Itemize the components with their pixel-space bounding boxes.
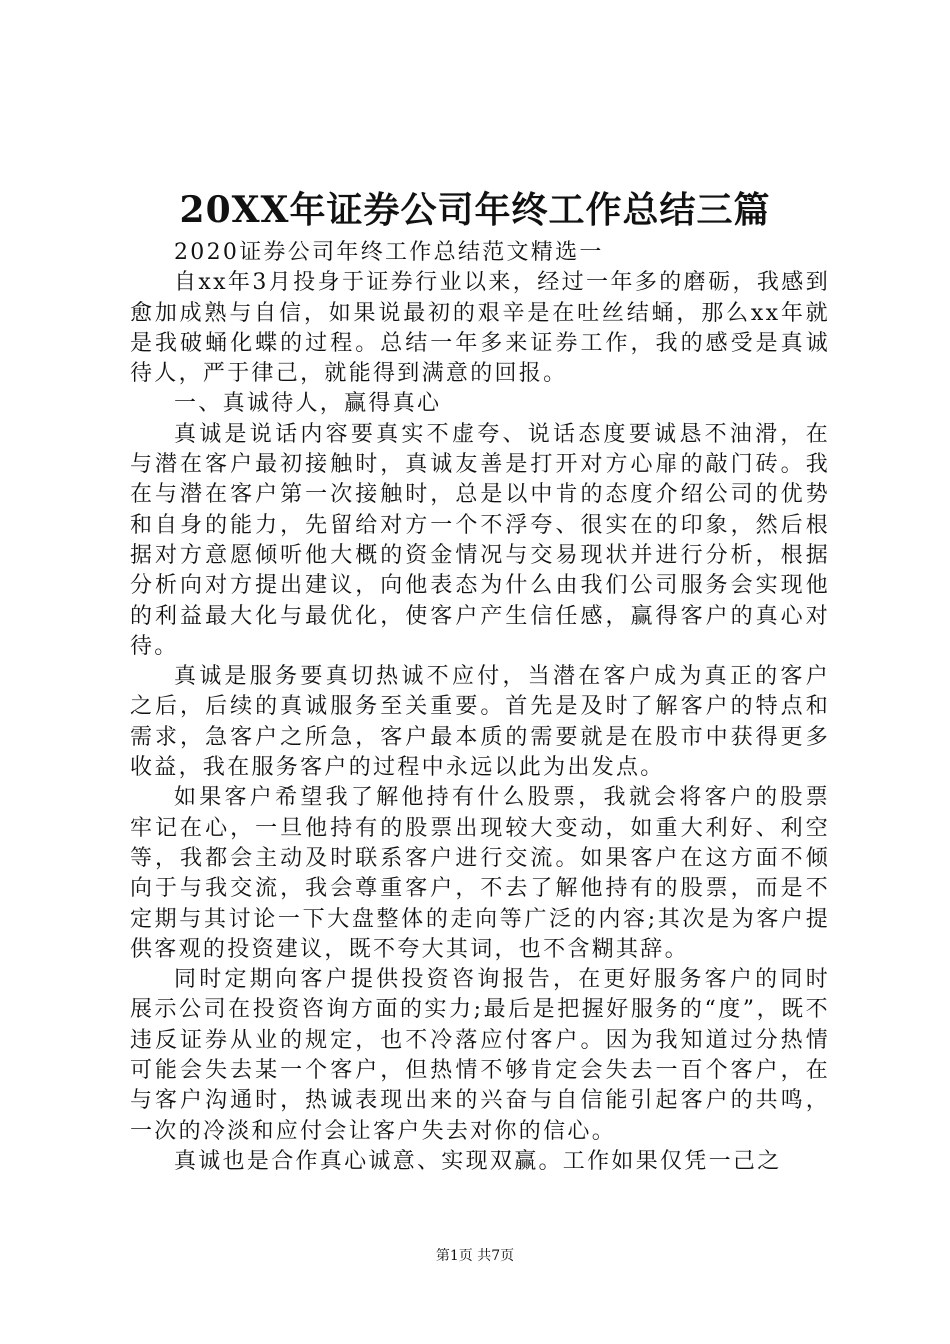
paragraph: 同时定期向客户提供投资咨询报告，在更好服务客户的同时展示公司在投资咨询方面的实力;最后是把握好服务的“度”，既不违反证券从业的规定，也不冷落应付客户。因为我知道过分热情可能会失去某一个客户，但热情不够肯定会失去一百个客户，在与客户沟通时，热诚表现出来的兴奋与自信能引起客户的共鸣，一次的冷淡和应付会让客户失去对你的信心。 [130, 967, 830, 1144]
section-heading-subtitle: 2020证券公司年终工作总结范文精选一 [174, 240, 604, 265]
paragraph-intro: 自xx年3月投身于证券行业以来，经过一年多的磨砺，我感到愈加成熟与自信，如果说最初的艰辛是在吐丝结蛹，那么xx年就是我破蛹化蝶的过程。总结一年多来证券工作，我的感受是真诚待人，严于律己，就能得到满意的回报。 [130, 270, 830, 387]
document-title: 20XX年证券公司年终工作总结三篇 [179, 189, 771, 231]
section-heading-1: 一、真诚待人，赢得真心 [174, 391, 442, 417]
paragraph: 如果客户希望我了解他持有什么股票，我就会将客户的股票牢记在心，一旦他持有的股票出现较大变动，如重大利好、利空等，我都会主动及时联系客户进行交流。如果客户在这方面不倾向于与我交流，我会尊重客户，不去了解他持有的股票，而是不定期与其讨论一下大盘整体的走向等广泛的内容;其次是为客户提供客观的投资建议，既不夸大其词，也不含糊其辞。 [130, 785, 830, 962]
document-body [130, 238, 830, 1177]
paragraph: 真诚是说话内容要真实不虚夸、说话态度要诚恳不油滑，在与潜在客户最初接触时，真诚友善是打开对方心扉的敲门砖。我在与潜在客户第一次接触时，总是以中肯的态度介绍公司的优势和自身的能力，先留给对方一个不浮夸、很实在的印象，然后根据对方意愿倾听他大概的资金情况与交易现状并进行分析，根据分析向对方提出建议，向他表态为什么由我们公司服务会实现他的利益最大化与最优化，使客户产生信任感，赢得客户的真心对待。 [130, 421, 830, 659]
page-number-footer: 第1页 共7页 [435, 1248, 515, 1264]
paragraph: 真诚是服务要真切热诚不应付，当潜在客户成为真正的客户之后，后续的真诚服务至关重要。首先是及时了解客户的特点和需求，急客户之所急，客户最本质的需要就是在股市中获得更多收益，我在服务客户的过程中永远以此为出发点。 [130, 664, 830, 781]
paragraph: 真诚也是合作真心诚意、实现双赢。工作如果仅凭一己之 [174, 1148, 782, 1174]
